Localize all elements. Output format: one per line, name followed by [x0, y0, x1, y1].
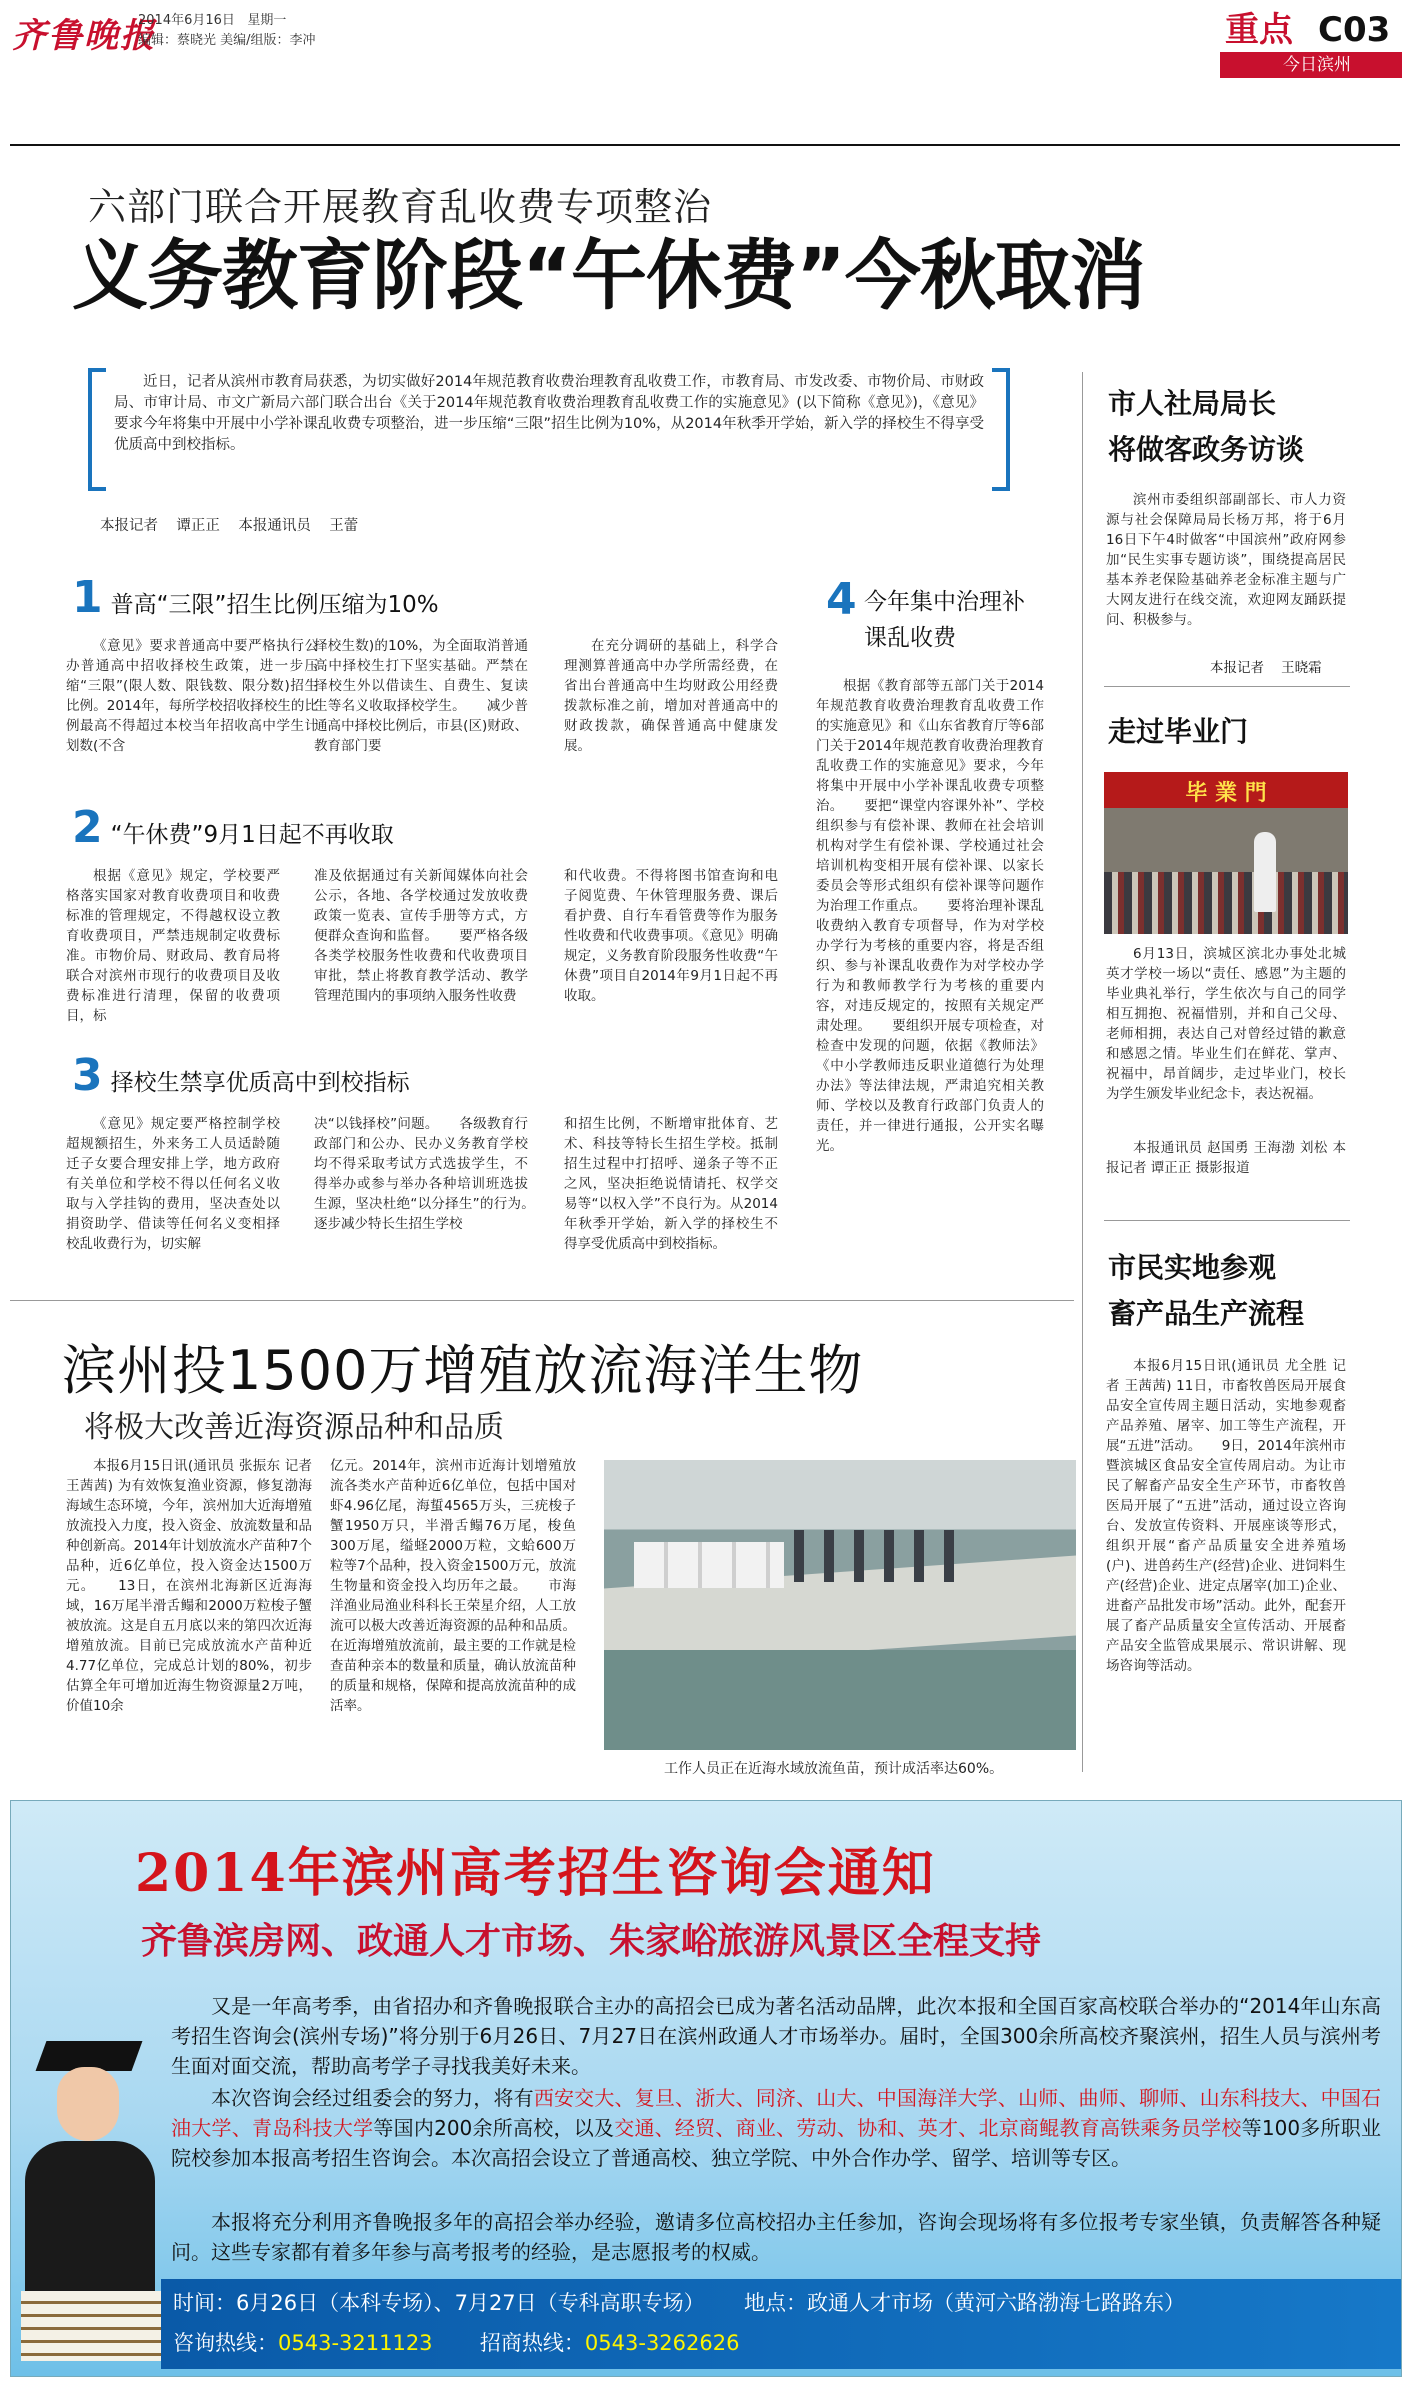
intro-bracket-right: [992, 368, 1010, 491]
section-1-title: 普高“三限”招生比例压缩为10%: [110, 592, 439, 618]
workers: [794, 1530, 964, 1582]
fry-crates: [634, 1542, 784, 1588]
graduation-crowd: [1104, 872, 1348, 934]
marine-col1: 本报6月15日讯(通讯员 张振东 记者 王茜茜) 为有效恢复渔业资源，修复渤海海域生态环境，今年，滨州加大近海增殖放流投入力度，投入资金、放流数量和品种创新高。2014年计划放流水产苗种7个品种，近6亿单位，投入资金达1500万元。 13日，在滨州北海新区近海海域，16万尾半滑舌鳎和2000万粒梭子蟹被放流。这是自五月底以来的第四次近海增殖放流。目前已完成放流水产苗种近4.77亿单位，完成总计划的80%，初步估算全年可增加近海生物资源量2万吨，价值10余: [66, 1458, 312, 1714]
section-1-col2: 择校生数)的10%，为全面取消普通高中择校生打下坚实基础。严禁在择校生外以借读生、自费生、复读生等名义收取择校学生。 减少普通高中择校比例后，市县(区)财政、教育部门要: [314, 638, 528, 754]
graduation-banner-text: 毕 業 門: [1185, 780, 1267, 806]
ad-paragraph-2: [171, 2083, 1381, 2205]
section-2-col2: 准及依据通过有关新闻媒体向社会公示，各地、各学校通过发放收费政策一览表、宣传手册等方式，方便群众查询和监督。 要严格各级各类学校服务性收费和代收费项目审批，禁止将教育教学活动、教学管理范围内的事项纳入服务性收费: [314, 868, 528, 1004]
section-label: 重点: [1225, 10, 1293, 50]
section-2-title: “午休费”9月1日起不再收取: [110, 822, 394, 848]
side3-headline-1: 市民实地参观: [1108, 1251, 1277, 1284]
marine-headline: 滨州投1500万增殖放流海洋生物: [62, 1339, 864, 1402]
ad-recruit-label: 招商热线：: [479, 2331, 585, 2355]
editors-line: 编辑：蔡晓光 美编/组版：李冲: [138, 33, 316, 48]
section-4-number: 4: [826, 574, 857, 625]
ad-p2-mid: 等国内200余所高校，以及: [373, 2116, 615, 2140]
section-3-heading: [72, 1050, 410, 1101]
section-3-col1: 《意见》规定要严格控制学校超规额招生，外来务工人员适龄随迁子女要合理安排上学，地方政府有关单位和学校不得以任何名义收取与入学挂钩的费用，坚决查处以捐资助学、借读等任何名义变相择校乱收费行为，切实解: [66, 1116, 280, 1252]
side2-caption: 6月13日，滨城区滨北办事处北城英才学校一场以“责任、感恩”为主题的毕业典礼举行，学生依次与自己的同学相互拥抱、祝福惜别，并和自己父母、老师相拥，表达自己对曾经过错的歉意和感恩之情。毕业生们在鲜花、掌声、祝福中，昂首阔步，走过毕业门，校长为学生颁发毕业纪念卡，表达祝福。: [1106, 946, 1346, 1102]
ad-hotline-value: 0543-3211123: [278, 2331, 433, 2355]
graduation-photo: [1104, 772, 1348, 934]
ad-time-line: [173, 2287, 1185, 2319]
section-1-col1: 《意见》要求普通高中要严格执行公办普通高中招收择校生政策，进一步压缩“三限”(限人数、限钱数、限分数)招生比例。2014年，每所学校招收择校生的比例最高不得超过本校当年招收高中学生计划数(不含: [66, 638, 318, 754]
side1-headline-1: 市人社局局长: [1108, 387, 1277, 420]
sea-water: [604, 1650, 1076, 1750]
book-stack: [21, 2291, 161, 2361]
ad-place-label: 地点：: [744, 2291, 808, 2315]
side1-byline: 本报记者 王晓霜: [1210, 660, 1322, 676]
section-2-col3: 和代收费。不得将图书馆查询和电子阅览费、午休管理服务费、课后看护费、自行车看管费等作为服务性收费和代收费事项。《意见》明确规定，义务教育阶段服务性收费“午休费”项目自2014年9月1日起不再收取。: [564, 868, 778, 1004]
section-3-col3: 和招生比例，不断增审批体育、艺术、科技等特长生招生学校。抵制招生过程中打招呼、递条子等不正之风，坚决拒绝说情请托、权学交易等“以权入学”不良行为。从2014年秋季开学始，新入学的择校生不得享受优质高中到校指标。: [564, 1116, 778, 1252]
lead-intro: 近日，记者从滨州市教育局获悉，为切实做好2014年规范教育收费治理教育乱收费工作，市教育局、市发改委、市物价局、市财政局、市审计局、市文广新局六部门联合出台《关于2014年规范教育收费治理教育乱收费工作的实施意见》(以下简称《意见》)，《意见》要求今年将集中开展中小学补课乱收费专项整治，进一步压缩“三限”招生比例为10%，从2014年秋季开学始，新入学的择校生不得享受优质高中到校指标。: [114, 374, 984, 453]
side1-headline-2: 将做客政务访谈: [1108, 433, 1305, 466]
graduate-gown: [25, 2141, 155, 2301]
issue-weekday: 星期一: [247, 13, 287, 28]
ad-title: 2014年滨州高考招生咨询会通知: [135, 1843, 936, 1904]
side2-byline: 本报通讯员 赵国勇 王海渤 刘松 本报记者 谭正正 摄影报道: [1106, 1140, 1346, 1176]
section-2-col1: 根据《意见》规定，学校要严格落实国家对教育收费项目和收费标准的管理规定，不得越权设立教育收费项目，严禁违规制定收费标准。市物价局、财政局、教育局将联合对滨州市现行的收费项目及收费标准进行清理，保留的收费项目，标: [66, 868, 280, 1024]
ad-university-list: 西安交大、复旦、浙大、同济、山大、中国海洋大学、山师、曲师、聊师、山东科技大、中国石油大学、青岛科技大学: [171, 2086, 1382, 2140]
ad-vocational-list: 交通、经贸、商业、劳动、协和、英才、北京商鲲教育高铁乘务员学校: [614, 2116, 1242, 2140]
page-number: C03: [1318, 10, 1391, 50]
ad-place-value: 政通人才市场（黄河六路渤海七路路东）: [807, 2291, 1186, 2315]
ad-hotline-line: [173, 2327, 739, 2359]
ad-paragraph-3: 本报将充分利用齐鲁晚报多年的高招会举办经验，邀请多位高校招办主任参加，咨询会现场将有多位报考专家坐镇，负责解答各种疑问。这些专家都有着多年参与高考报考的经验，是志愿报考的权威。: [171, 2210, 1381, 2264]
issue-date-line: [138, 12, 286, 30]
gaokao-ad: [10, 1800, 1402, 2377]
intro-bracket-left: [88, 368, 106, 491]
section-2-heading: [72, 802, 394, 853]
newspaper-logo: 齐鲁晚报: [12, 16, 156, 56]
ad-time-label: 时间：: [173, 2291, 236, 2315]
marine-top-rule: [10, 1300, 1074, 1301]
side1-text: 滨州市委组织部副部长、市人力资源与社会保障局局长杨万邦，将于6月16日下午4时做客“中国滨州”政府网参加“民生实事专题访谈”，围绕提高居民基本养老保险基础养老金标准主题与广大网友进行在线交流，欢迎网友踊跃提问、积极参与。: [1106, 492, 1346, 628]
column-rule: [1082, 372, 1083, 1772]
ad-info-bar: [161, 2279, 1401, 2369]
graduate-face: [57, 2067, 119, 2141]
side-divider-1: [1104, 686, 1350, 687]
ad-hotline-label: 咨询热线：: [173, 2331, 278, 2355]
section-2-number: 2: [72, 802, 103, 853]
section-3-number: 3: [72, 1050, 103, 1101]
fish-release-photo: [604, 1460, 1076, 1750]
section-4-title: 今年集中治理补课乱收费: [864, 589, 1025, 651]
side2-headline: 走过毕业门: [1108, 715, 1249, 748]
section-4-text: 根据《教育部等五部门关于2014年规范教育收费治理教育乱收费工作的实施意见》和《山东省教育厅等6部门关于2014年规范教育收费治理教育乱收费工作的实施意见》要求，今年将集中开展中小学补课乱收费专项整治。 要把“课堂内容课外补”、学校组织参与有偿补课、教师在社会培训机构对学生有偿补课、学校通过社会培训机构变相开展有偿补课、以家长委员会等形式组织有偿补课等问题作为治理工作重点。 要将治理补课乱收费纳入教育专项督导，作为对学校办学行为考核的重要内容，将是否组织、参与补课乱收费作为对学校办学行为和教师教学行为考核的重要内容，对违反规定的，按照有关规定严肃处理。 要组织开展专项检查，对检查中发现的问题，依据《教师法》《中小学教师违反职业道德行为处理办法》等法律法规，严肃追究相关教师、学校以及教育行政部门负责人的责任，并一律进行通报，公开实名曝光。: [816, 678, 1044, 1154]
issue-date: 2014年6月16日: [138, 13, 235, 28]
side-divider-2: [1104, 1220, 1350, 1221]
ad-time-value: 6月26日（本科专场）、7月27日（专科高职专场）: [236, 2291, 705, 2315]
ad-p2-pre: 本次咨询会经过组委会的努力，将有: [211, 2086, 534, 2110]
edition-label: 今日滨州: [1283, 55, 1351, 75]
marine-col2: 亿元。2014年，滨州市近海计划增殖放流各类水产苗种近6亿单位，包括中国对虾4.96亿尾，海蜇4565万头，三疣梭子蟹1950万只，半滑舌鳎76万尾，梭鱼300万尾，缢蛏2000万粒，文蛤600万粒等7个品种，投入资金1500万元，放流生物量和资金投入均历年之最。 市海洋渔业局渔业科科长王荣星介绍，人工放流可以极大改善近海资源的品种和品质。在近海增殖放流前，最主要的工作就是检查苗种亲本的数量和质量，确认放流苗种的质量和规格，保障和提高放流苗种的成活率。: [330, 1458, 576, 1714]
section-1-number: 1: [72, 572, 103, 623]
masthead-rule: [10, 144, 1400, 146]
graduation-speaker: [1254, 832, 1276, 912]
section-3-title: 择校生禁享优质高中到校指标: [110, 1070, 410, 1096]
lead-kicker: 六部门联合开展教育乱收费专项整治: [88, 185, 713, 229]
ad-p2-post: 等100多所职业院校参加本报高考招生咨询会。本次高招会设立了普通高校、独立学院、中外合作办学、留学、培训等专区。: [171, 2116, 1381, 2170]
ad-sponsors: 齐鲁滨房网、政通人才市场、朱家峪旅游风景区全程支持: [141, 1921, 1042, 1962]
section-3-col2: 决“以钱择校”问题。 各级教育行政部门和公办、民办义务教育学校均不得采取考试方式选拔学生，不得举办或参与举办各种培训班选拔生源，坚决杜绝“以分择生”的行为。 逐步减少特长生招生学校: [314, 1116, 555, 1232]
ad-paragraph-1: 又是一年高考季，由省招办和齐鲁晚报联合主办的高招会已成为著名活动品牌，此次本报和全国百家高校联合举办的“2014年山东高考招生咨询会(滨州专场)”将分别于6月26日、7月27日在滨州政通人才市场举办。届时，全国300余所高校齐聚滨州，招生人员与滨州考生面对面交流，帮助高考学子寻找我美好未来。: [171, 1994, 1381, 2078]
side3-headline-2: 畜产品生产流程: [1108, 1297, 1305, 1330]
lead-headline: 义务教育阶段“午休费”今秋取消: [72, 231, 1145, 320]
lead-byline: 本报记者 谭正正 本报通讯员 王蕾: [100, 518, 359, 534]
side3-text: 本报6月15日讯(通讯员 尤全胜 记者 王茜茜) 11日，市畜牧兽医局开展食品安全宣传周主题日活动，实地参观畜产品养殖、屠宰、加工等生产流程，开展“五进”活动。 9日，2014年滨州市暨滨城区食品安全宣传周启动。为让市民了解畜产品安全生产环节，市畜牧兽医局开展了“五进”活动，通过设立咨询台、发放宣传资料、开展座谈等形式，组织开展“畜产品质量安全进养殖场(户)、进兽药生产(经营)企业、进饲料生产(经营)企业、进定点屠宰(加工)企业、进畜产品批发市场”活动。此外，配套开展了畜产品质量安全宣传活动、开展畜产品安全监管成果展示、常识讲解、现场咨询等活动。: [1106, 1358, 1346, 1674]
ad-graduate-figure: [11, 2041, 161, 2376]
section-1-col3: 在充分调研的基础上，科学合理测算普通高中办学所需经费，在省出台普通高中生均财政公用经费拨款标准之前，增加对普通高中的财政拨款，确保普通高中健康发展。: [564, 638, 778, 754]
section-1-heading: [72, 572, 439, 623]
marine-subhead: 将极大改善近海资源品种和品质: [84, 1410, 504, 1445]
ad-recruit-value: 0543-3262626: [584, 2331, 740, 2355]
fish-release-caption: 工作人员正在近海水域放流鱼苗，预计成活率达60%。: [664, 1761, 1004, 1777]
